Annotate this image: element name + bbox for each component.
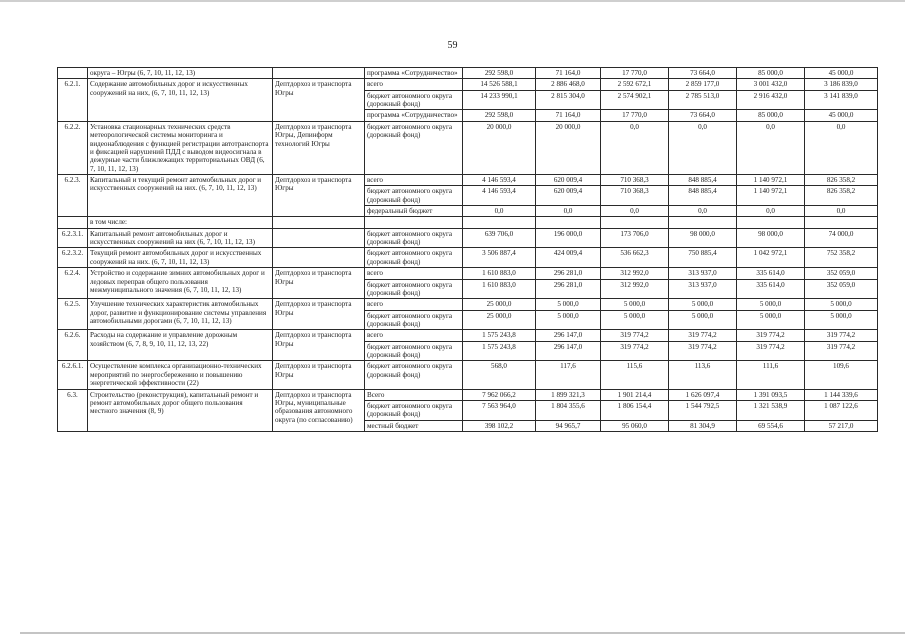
amount-cell: 109,6 xyxy=(805,361,878,389)
amount-cell: 296 147,0 xyxy=(536,330,601,341)
funding-source: бюджет автономного округа (дорожный фонд) xyxy=(365,121,463,174)
executor xyxy=(273,228,365,248)
amount-cell: 2 859 177,0 xyxy=(669,79,737,90)
amount-cell: 313 937,0 xyxy=(669,279,737,299)
amount-cell: 2 785 513,0 xyxy=(669,90,737,110)
amount-cell: 710 368,3 xyxy=(601,174,669,185)
executor xyxy=(273,217,365,228)
funding-source: всего xyxy=(365,330,463,341)
page-number: 59 xyxy=(447,40,458,51)
amount-cell: 5 000,0 xyxy=(669,310,737,330)
funding-source xyxy=(365,217,463,228)
amount-cell: 94 965,7 xyxy=(536,420,601,431)
table-row xyxy=(58,361,878,389)
amount-cell: 1 087 122,6 xyxy=(805,400,878,420)
amount-cell: 2 592 672,1 xyxy=(601,79,669,90)
measure-name: Строительство (реконструкция), капитальный ремонт и ремонт автомобильных дорог общего пользования местного значения (8, 9) xyxy=(88,389,273,431)
measure-name: Текущий ремонт автомобильных дорог и искусственных сооружений на них. (6, 7, 10, 11, 12, 13) xyxy=(88,248,273,268)
amount-cell: 45 000,0 xyxy=(805,68,878,79)
amount-cell: 313 937,0 xyxy=(669,268,737,279)
amount-cell: 620 009,4 xyxy=(536,174,601,185)
amount-cell: 1 544 792,5 xyxy=(669,400,737,420)
amount-cell: 81 304,9 xyxy=(669,420,737,431)
amount-cell: 319 774,2 xyxy=(601,341,669,361)
measure-name: Капитальный ремонт автомобильных дорог и искусственных сооружений на них (6, 7, 10, 11, 12, 13) xyxy=(88,228,273,248)
funding-source: бюджет автономного округа (дорожный фонд) xyxy=(365,341,463,361)
funding-source: всего xyxy=(365,268,463,279)
amount-cell: 1 140 972,1 xyxy=(737,174,805,185)
executor: Дептдорхоз и транспорта Югры xyxy=(273,361,365,389)
amount-cell: 20 000,0 xyxy=(463,121,536,174)
table-row xyxy=(58,248,878,268)
amount-cell: 319 774,2 xyxy=(737,330,805,341)
row-number xyxy=(58,217,88,228)
funding-source: бюджет автономного округа (дорожный фонд) xyxy=(365,361,463,389)
amount-cell xyxy=(669,217,737,228)
amount-cell: 69 554,6 xyxy=(737,420,805,431)
amount-cell: 0,0 xyxy=(805,121,878,174)
amount-cell: 0,0 xyxy=(805,206,878,217)
amount-cell: 319 774,2 xyxy=(669,330,737,341)
budget-table-body xyxy=(58,68,878,432)
amount-cell: 319 774,2 xyxy=(737,341,805,361)
executor xyxy=(273,68,365,79)
measure-name: в том числе: xyxy=(88,217,273,228)
amount-cell: 3 506 887,4 xyxy=(463,248,536,268)
amount-cell: 1 144 339,6 xyxy=(805,389,878,400)
amount-cell: 710 368,3 xyxy=(601,186,669,206)
funding-source: бюджет автономного округа (дорожный фонд) xyxy=(365,279,463,299)
amount-cell: 752 358,2 xyxy=(805,248,878,268)
amount-cell: 111,6 xyxy=(737,361,805,389)
amount-cell: 319 774,2 xyxy=(669,341,737,361)
row-number: 6.2.5. xyxy=(58,299,88,330)
amount-cell: 7 563 964,0 xyxy=(463,400,536,420)
funding-source: программа «Сотрудничество» xyxy=(365,110,463,121)
amount-cell: 319 774,2 xyxy=(805,330,878,341)
amount-cell: 3 141 839,0 xyxy=(805,90,878,110)
amount-cell: 2 574 902,1 xyxy=(601,90,669,110)
amount-cell: 74 000,0 xyxy=(805,228,878,248)
amount-cell: 85 000,0 xyxy=(737,110,805,121)
amount-cell xyxy=(463,217,536,228)
executor: Дептдорхоз и транспорта Югры, муниципальные образования автономного округа (по согласованию) xyxy=(273,389,365,431)
measure-name: Капитальный и текущий ремонт автомобильных дорог и искусственных сооружений на них. (6, 7, 10, 11, 12, 13) xyxy=(88,174,273,216)
amount-cell: 173 706,0 xyxy=(601,228,669,248)
amount-cell: 73 664,0 xyxy=(669,68,737,79)
amount-cell: 1 626 097,4 xyxy=(669,389,737,400)
amount-cell: 319 774,2 xyxy=(805,341,878,361)
table-row xyxy=(58,121,878,174)
executor: Дептдорхоз и транспорта Югры xyxy=(273,268,365,299)
amount-cell: 0,0 xyxy=(669,121,737,174)
table-row xyxy=(58,174,878,185)
scan-edge-bottom xyxy=(20,632,905,634)
executor: Дептдорхоз и транспорта Югры xyxy=(273,299,365,330)
amount-cell: 3 001 432,0 xyxy=(737,79,805,90)
executor: Дептдорхоз и транспорта Югры xyxy=(273,330,365,361)
amount-cell: 312 992,0 xyxy=(601,268,669,279)
amount-cell xyxy=(805,217,878,228)
amount-cell: 292 598,0 xyxy=(463,110,536,121)
amount-cell: 1 321 538,9 xyxy=(737,400,805,420)
amount-cell: 848 885,4 xyxy=(669,174,737,185)
amount-cell: 1 610 883,0 xyxy=(463,279,536,299)
amount-cell: 115,6 xyxy=(601,361,669,389)
amount-cell xyxy=(536,217,601,228)
funding-source: всего xyxy=(365,299,463,310)
table-row xyxy=(58,299,878,310)
amount-cell: 1 391 093,5 xyxy=(737,389,805,400)
amount-cell: 71 164,0 xyxy=(536,68,601,79)
funding-source: всего xyxy=(365,174,463,185)
amount-cell: 296 147,0 xyxy=(536,341,601,361)
row-number: 6.2.6. xyxy=(58,330,88,361)
amount-cell: 2 886 468,0 xyxy=(536,79,601,90)
budget-table xyxy=(57,67,878,432)
funding-source: федеральный бюджет xyxy=(365,206,463,217)
funding-source: бюджет автономного округа (дорожный фонд) xyxy=(365,186,463,206)
funding-source: бюджет автономного округа (дорожный фонд) xyxy=(365,90,463,110)
amount-cell: 312 992,0 xyxy=(601,279,669,299)
amount-cell: 7 962 066,2 xyxy=(463,389,536,400)
amount-cell: 5 000,0 xyxy=(669,299,737,310)
amount-cell: 117,6 xyxy=(536,361,601,389)
row-number: 6.3. xyxy=(58,389,88,431)
executor: Дептдорхоз и транспорта Югры xyxy=(273,174,365,216)
amount-cell: 335 614,0 xyxy=(737,268,805,279)
amount-cell: 1 575 243,8 xyxy=(463,341,536,361)
amount-cell: 639 706,0 xyxy=(463,228,536,248)
funding-source: местный бюджет xyxy=(365,420,463,431)
amount-cell: 826 358,2 xyxy=(805,186,878,206)
amount-cell: 25 000,0 xyxy=(463,310,536,330)
amount-cell: 5 000,0 xyxy=(805,299,878,310)
executor: Дептдорхоз и транспорта Югры, Депинформ технологий Югры xyxy=(273,121,365,174)
measure-name: Устройство и содержание зимних автомобильных дорог и ледовых переправ общего пользования межмуниципального значения (6, 7, 10, 11, 12, 13) xyxy=(88,268,273,299)
amount-cell: 5 000,0 xyxy=(536,310,601,330)
amount-cell: 113,6 xyxy=(669,361,737,389)
amount-cell: 0,0 xyxy=(737,206,805,217)
amount-cell: 1 806 154,4 xyxy=(601,400,669,420)
row-number: 6.2.6.1. xyxy=(58,361,88,389)
row-number xyxy=(58,68,88,79)
row-number: 6.2.3.2. xyxy=(58,248,88,268)
amount-cell: 25 000,0 xyxy=(463,299,536,310)
amount-cell: 0,0 xyxy=(463,206,536,217)
amount-cell: 826 358,2 xyxy=(805,174,878,185)
amount-cell: 1 901 214,4 xyxy=(601,389,669,400)
measure-name: Осуществление комплекса организационно-технических мероприятий по энергосбережению и повышению энергетической эффективности (22) xyxy=(88,361,273,389)
amount-cell: 0,0 xyxy=(536,206,601,217)
table-row xyxy=(58,68,878,79)
measure-name: Улучшение технических характеристик автомобильных дорог, развитие и функционирование системы управления автомобильными дорогами (6, 7, 10, 11, 12, 13) xyxy=(88,299,273,330)
amount-cell xyxy=(737,217,805,228)
executor xyxy=(273,248,365,268)
row-number: 6.2.1. xyxy=(58,79,88,121)
amount-cell: 85 000,0 xyxy=(737,68,805,79)
amount-cell: 536 662,3 xyxy=(601,248,669,268)
amount-cell: 17 770,0 xyxy=(601,110,669,121)
row-number: 6.2.3.1. xyxy=(58,228,88,248)
amount-cell: 5 000,0 xyxy=(737,299,805,310)
amount-cell: 4 146 593,4 xyxy=(463,186,536,206)
scan-edge-top xyxy=(0,0,905,2)
table-row xyxy=(58,79,878,90)
amount-cell: 5 000,0 xyxy=(536,299,601,310)
measure-name: Содержание автомобильных дорог и искусственных сооружений на них, (6, 7, 10, 11, 12, 13) xyxy=(88,79,273,121)
row-number: 6.2.3. xyxy=(58,174,88,216)
table-row xyxy=(58,389,878,400)
amount-cell: 296 281,0 xyxy=(536,279,601,299)
amount-cell: 1 610 883,0 xyxy=(463,268,536,279)
table-row xyxy=(58,268,878,279)
amount-cell: 17 770,0 xyxy=(601,68,669,79)
amount-cell: 1 804 355,6 xyxy=(536,400,601,420)
measure-name: Установка стационарных технических средств метеорологической системы мониторинга и видеонаблюдения с функцией регистрации автотранспорта и фиксацией нарушений ПДД с выводом видеосигнала в дежурные части ближлежащих территориальных ОВД (6, 7, 10, 11, 12, 13) xyxy=(88,121,273,174)
table-row xyxy=(58,217,878,228)
amount-cell: 71 164,0 xyxy=(536,110,601,121)
amount-cell: 296 281,0 xyxy=(536,268,601,279)
measure-name: Расходы на содержание и управление дорожным хозяйством (6, 7, 8, 9, 10, 11, 12, 13, 22) xyxy=(88,330,273,361)
amount-cell: 1 575 243,8 xyxy=(463,330,536,341)
amount-cell: 0,0 xyxy=(601,121,669,174)
amount-cell: 352 059,0 xyxy=(805,279,878,299)
amount-cell xyxy=(601,217,669,228)
funding-source: бюджет автономного округа (дорожный фонд) xyxy=(365,310,463,330)
amount-cell: 352 059,0 xyxy=(805,268,878,279)
funding-source: бюджет автономного округа (дорожный фонд) xyxy=(365,248,463,268)
amount-cell: 424 009,4 xyxy=(536,248,601,268)
amount-cell: 3 186 839,0 xyxy=(805,79,878,90)
amount-cell: 95 060,0 xyxy=(601,420,669,431)
funding-source: бюджет автономного округа (дорожный фонд) xyxy=(365,228,463,248)
amount-cell: 750 885,4 xyxy=(669,248,737,268)
amount-cell: 0,0 xyxy=(737,121,805,174)
amount-cell: 2 916 432,0 xyxy=(737,90,805,110)
amount-cell: 1 140 972,1 xyxy=(737,186,805,206)
amount-cell: 4 146 593,4 xyxy=(463,174,536,185)
amount-cell: 57 217,0 xyxy=(805,420,878,431)
amount-cell: 335 614,0 xyxy=(737,279,805,299)
amount-cell: 398 102,2 xyxy=(463,420,536,431)
amount-cell: 2 815 304,0 xyxy=(536,90,601,110)
amount-cell: 5 000,0 xyxy=(737,310,805,330)
amount-cell: 0,0 xyxy=(601,206,669,217)
table-row xyxy=(58,330,878,341)
amount-cell: 98 000,0 xyxy=(669,228,737,248)
amount-cell: 14 526 588,1 xyxy=(463,79,536,90)
row-number: 6.2.4. xyxy=(58,268,88,299)
amount-cell: 568,0 xyxy=(463,361,536,389)
amount-cell: 319 774,2 xyxy=(601,330,669,341)
amount-cell: 45 000,0 xyxy=(805,110,878,121)
amount-cell: 848 885,4 xyxy=(669,186,737,206)
amount-cell: 5 000,0 xyxy=(805,310,878,330)
amount-cell: 620 009,4 xyxy=(536,186,601,206)
amount-cell: 73 664,0 xyxy=(669,110,737,121)
amount-cell: 0,0 xyxy=(669,206,737,217)
measure-name: округа – Югры (6, 7, 10, 11, 12, 13) xyxy=(88,68,273,79)
funding-source: программа «Сотрудничество» xyxy=(365,68,463,79)
funding-source: Всего xyxy=(365,389,463,400)
amount-cell: 196 000,0 xyxy=(536,228,601,248)
amount-cell: 5 000,0 xyxy=(601,310,669,330)
executor: Дептдорхоз и транспорта Югры xyxy=(273,79,365,121)
amount-cell: 20 000,0 xyxy=(536,121,601,174)
row-number: 6.2.2. xyxy=(58,121,88,174)
funding-source: бюджет автономного округа (дорожный фонд) xyxy=(365,400,463,420)
amount-cell: 292 598,0 xyxy=(463,68,536,79)
table-row xyxy=(58,228,878,248)
amount-cell: 14 233 990,1 xyxy=(463,90,536,110)
amount-cell: 1 899 321,3 xyxy=(536,389,601,400)
amount-cell: 1 042 972,1 xyxy=(737,248,805,268)
amount-cell: 5 000,0 xyxy=(601,299,669,310)
amount-cell: 98 000,0 xyxy=(737,228,805,248)
funding-source: всего xyxy=(365,79,463,90)
